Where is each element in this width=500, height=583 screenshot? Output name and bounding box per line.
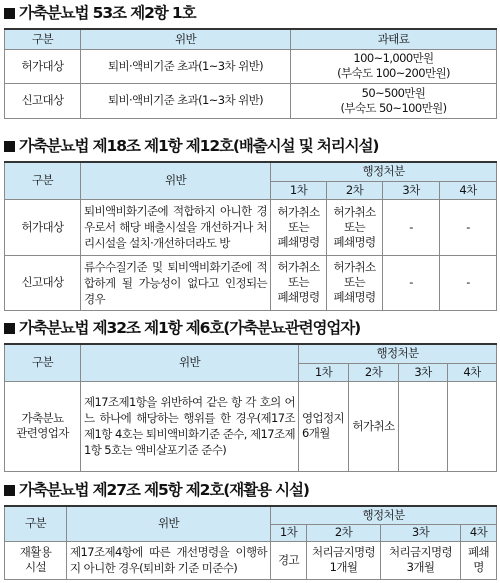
header-round-1: 1차 <box>271 524 307 541</box>
square-bullet-icon <box>4 8 15 19</box>
header-round-1: 1차 <box>299 363 349 381</box>
header-round-1: 1차 <box>271 181 327 199</box>
square-bullet-icon <box>4 485 15 496</box>
header-violation: 위반 <box>81 344 299 381</box>
square-bullet-icon <box>4 323 15 334</box>
row-action-2: 처리금지명령 1개월 <box>307 541 381 579</box>
header-round-4: 4차 <box>448 363 497 381</box>
table-header-row <box>5 344 497 363</box>
table-row <box>5 49 497 83</box>
table-row <box>5 255 497 310</box>
header-round-3: 3차 <box>381 524 461 541</box>
row-violation: 퇴비·액비기준 초과(1~3차 위반) <box>81 83 291 118</box>
section-3-table <box>4 343 497 472</box>
table-row <box>5 541 497 579</box>
row-penalty: 100~1,000만원 (부숙도 100~200만원) <box>291 49 497 83</box>
row-action-1: 영업정지 6개월 <box>299 381 349 471</box>
header-penalty: 과태료 <box>291 29 497 49</box>
header-category: 구분 <box>5 344 81 381</box>
section-4-title <box>4 480 500 500</box>
row-category: 재활용 시설 <box>5 541 67 579</box>
header-round-2: 2차 <box>327 181 383 199</box>
row-violation: 제17조제1항을 위반하여 같은 항 각 호의 어느 하나에 해당하는 행위를 한 경우(제17조제1항 4호는 퇴비액비화기준 준수, 제17조제1항 5호는 액비살포기준 준수) <box>81 381 299 471</box>
header-category: 구분 <box>5 506 67 541</box>
square-bullet-icon <box>4 141 15 152</box>
row-action-1: 허가취소 또는 폐쇄명령 <box>271 199 327 255</box>
row-category: 가축분뇨 관련영업자 <box>5 381 81 471</box>
row-action-2: 허가취소 <box>349 381 399 471</box>
header-round-3: 3차 <box>399 363 448 381</box>
header-round-2: 2차 <box>349 363 399 381</box>
section-2-title <box>4 136 500 156</box>
row-action-2: 허가취소 또는 폐쇄명령 <box>327 199 383 255</box>
section-2-title-text: 가축분뇨법 제18조 제1항 제12호(배출시설 및 처리시설) <box>19 137 379 155</box>
row-violation: 류수수질기준 및 퇴비액비화기준에 적합하게 될 가능성이 없다고 인정되는 경우 <box>81 255 271 310</box>
header-category: 구분 <box>5 29 81 49</box>
row-action-3: 처리금지명령 3개월 <box>381 541 461 579</box>
header-action: 행정처분 <box>271 162 497 181</box>
section-1-table <box>4 28 497 119</box>
section-3-title-text: 가축분뇨법 제32조 제1항 제6호(가축분뇨관련영업자) <box>19 319 361 337</box>
header-round-4: 4차 <box>461 524 497 541</box>
row-category: 허가대상 <box>5 49 81 83</box>
row-action-4 <box>448 381 497 471</box>
row-action-3 <box>399 381 448 471</box>
header-round-3: 3차 <box>383 181 440 199</box>
header-violation: 위반 <box>81 29 291 49</box>
row-action-4: - <box>440 199 497 255</box>
table-header-row <box>5 506 497 524</box>
row-action-1: 경고 <box>271 541 307 579</box>
header-action: 행정처분 <box>271 506 497 524</box>
row-category: 신고대상 <box>5 255 81 310</box>
row-category: 허가대상 <box>5 199 81 255</box>
header-violation: 위반 <box>67 506 271 541</box>
header-violation: 위반 <box>81 162 271 199</box>
section-4-table <box>4 505 497 580</box>
table-header-row <box>5 162 497 181</box>
row-action-2: 허가취소 또는 폐쇄명령 <box>327 255 383 310</box>
table-row <box>5 381 497 471</box>
table-row <box>5 83 497 118</box>
row-category: 신고대상 <box>5 83 81 118</box>
table-row <box>5 199 497 255</box>
section-4-title-text: 가축분뇨법 제27조 제5항 제2호(재활용 시설) <box>19 481 309 499</box>
row-violation: 제17조제4항에 따른 개선명령을 이행하지 아니한 경우(퇴비화 기준 미준수) <box>67 541 271 579</box>
row-action-4: - <box>440 255 497 310</box>
section-2-table <box>4 161 497 311</box>
row-action-3: - <box>383 255 440 310</box>
row-penalty: 50~500만원 (부숙도 50~100만원) <box>291 83 497 118</box>
section-3-title <box>4 318 500 338</box>
row-action-4: 폐쇄 명 <box>461 541 497 579</box>
row-action-1: 허가취소 또는 폐쇄명령 <box>271 255 327 310</box>
header-action: 행정처분 <box>299 344 497 363</box>
table-header-row <box>5 29 497 49</box>
header-round-2: 2차 <box>307 524 381 541</box>
header-category: 구분 <box>5 162 81 199</box>
row-action-3: - <box>383 199 440 255</box>
section-1-title-text: 가축분뇨법 53조 제2항 1호 <box>19 4 196 22</box>
section-1-title <box>4 3 500 23</box>
row-violation: 퇴비·액비기준 초과(1~3차 위반) <box>81 49 291 83</box>
header-round-4: 4차 <box>440 181 497 199</box>
row-violation: 퇴비액비화기준에 적합하지 아니한 경우로서 해당 배출시설을 개선하거나 처리시설을 설치·개선하더라도 방 <box>81 199 271 255</box>
